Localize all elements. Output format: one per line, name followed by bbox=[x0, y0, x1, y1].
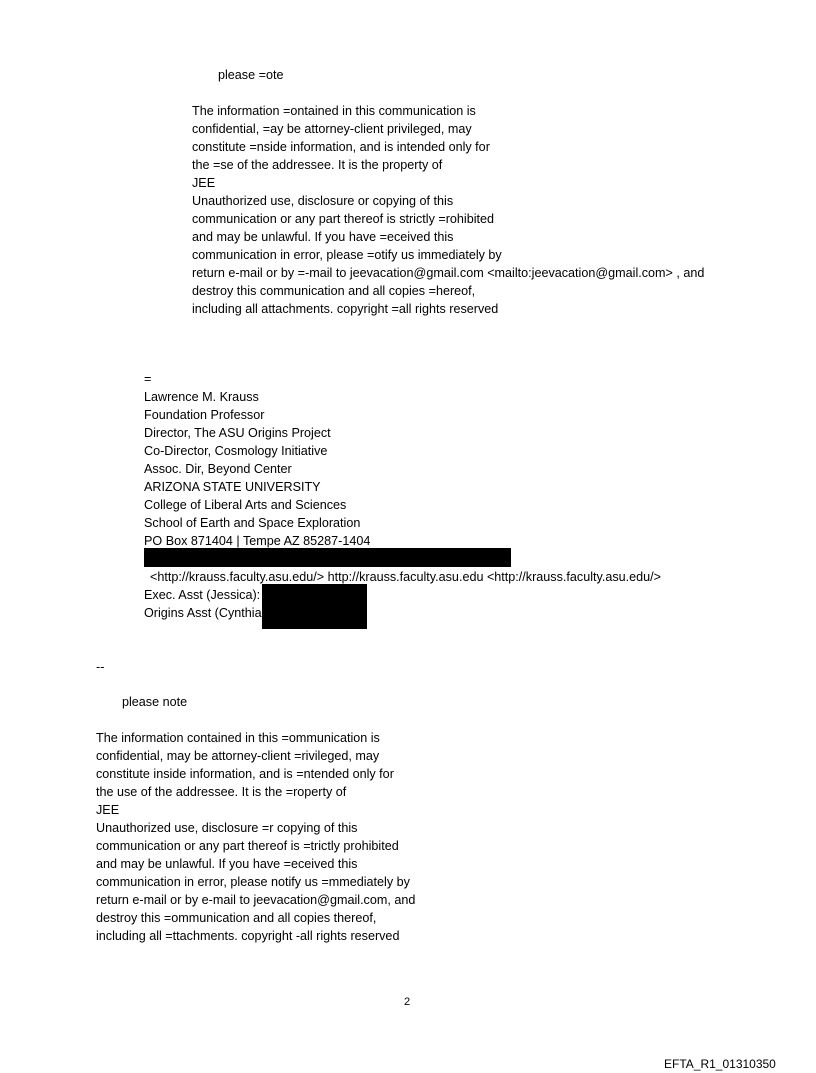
second-disclaimer-line: constitute inside information, and is =ntended only for bbox=[96, 767, 394, 781]
first-disclaimer-line: The information =ontained in this communication is bbox=[192, 104, 476, 118]
second-disclaimer-line: confidential, may be attorney-client =rivileged, may bbox=[96, 749, 380, 763]
separator: -- bbox=[96, 660, 105, 674]
signature-address: PO Box 871404 | Tempe AZ 85287-1404 bbox=[144, 534, 371, 548]
faculty-web-link[interactable]: <http://krauss.faculty.asu.edu/> http://krauss.faculty.asu.edu <http://krauss.faculty.asu.edu/> bbox=[150, 570, 662, 584]
second-disclaimer-line: and may be unlawful. If you have =eceived this bbox=[96, 857, 358, 871]
first-disclaimer-line: constitute =nside information, and is intended only for bbox=[192, 140, 490, 154]
first-disclaimer-line: communication in error, please =otify us immediately by bbox=[192, 248, 502, 262]
first-disclaimer-line: destroy this communication and all copies =hereof, bbox=[192, 284, 476, 298]
signature-line: College of Liberal Arts and Sciences bbox=[144, 498, 347, 512]
first-disclaimer-line: the =se of the addressee. It is the property of bbox=[192, 158, 443, 172]
origins-asst-label: Origins Asst (Cynthia bbox=[144, 606, 262, 620]
second-disclaimer-line: The information contained in this =ommunication is bbox=[96, 731, 380, 745]
signature-block bbox=[144, 370, 370, 550]
first-disclaimer-line: including all attachments. copyright =all rights reserved bbox=[192, 302, 499, 316]
second-disclaimer-line: return e-mail or by e-mail to jeevacation@gmail.com, and bbox=[96, 893, 416, 907]
second-disclaimer-line: the use of the addressee. It is the =roperty of bbox=[96, 785, 347, 799]
second-disclaimer-line: including all =ttachments. copyright -all rights reserved bbox=[96, 929, 400, 943]
signature-line: Assoc. Dir, Beyond Center bbox=[144, 462, 292, 476]
first-disclaimer-line: Unauthorized use, disclosure or copying of this bbox=[192, 194, 454, 208]
signature-name: Lawrence M. Krauss bbox=[144, 390, 259, 404]
first-disclaimer-line: confidential, =ay be attorney-client privileged, may bbox=[192, 122, 472, 136]
signature-line: Co-Director, Cosmology Initiative bbox=[144, 444, 328, 458]
redaction-box bbox=[262, 584, 367, 629]
page-number: 2 bbox=[404, 996, 411, 1008]
second-disclaimer-line: Unauthorized use, disclosure =r copying of this bbox=[96, 821, 358, 835]
signature-line: Director, The ASU Origins Project bbox=[144, 426, 331, 440]
first-disclaimer-line: and may be unlawful. If you have =eceived this bbox=[192, 230, 454, 244]
second-disclaimer-line: communication in error, please notify us =mmediately by bbox=[96, 875, 410, 889]
signature-line: = bbox=[144, 372, 152, 386]
first-disclaimer-line: return e-mail or by =-mail to jeevacation@gmail.com <mailto:jeevacation@gmail.com> , and bbox=[192, 266, 705, 280]
first-disclaimer-line: communication or any part thereof is strictly =rohibited bbox=[192, 212, 495, 226]
first-disclaimer-body bbox=[192, 102, 704, 318]
exec-asst-label: Exec. Asst (Jessica): bbox=[144, 588, 261, 602]
second-disclaimer-line: communication or any part thereof is =trictly prohibited bbox=[96, 839, 399, 853]
signature-line: School of Earth and Space Exploration bbox=[144, 516, 361, 530]
signature-line: Foundation Professor bbox=[144, 408, 265, 422]
second-disclaimer-body bbox=[96, 729, 415, 945]
first-disclaimer-heading: please =ote bbox=[218, 68, 284, 82]
second-disclaimer-line: destroy this =ommunication and all copies thereof, bbox=[96, 911, 377, 925]
signature-line: ARIZONA STATE UNIVERSITY bbox=[144, 480, 321, 494]
second-disclaimer-heading: please note bbox=[122, 695, 188, 709]
bates-number: EFTA_R1_01310350 bbox=[664, 1057, 776, 1071]
first-disclaimer-line: JEE bbox=[192, 176, 216, 190]
redaction-bar bbox=[144, 548, 511, 567]
second-disclaimer-line: JEE bbox=[96, 803, 120, 817]
